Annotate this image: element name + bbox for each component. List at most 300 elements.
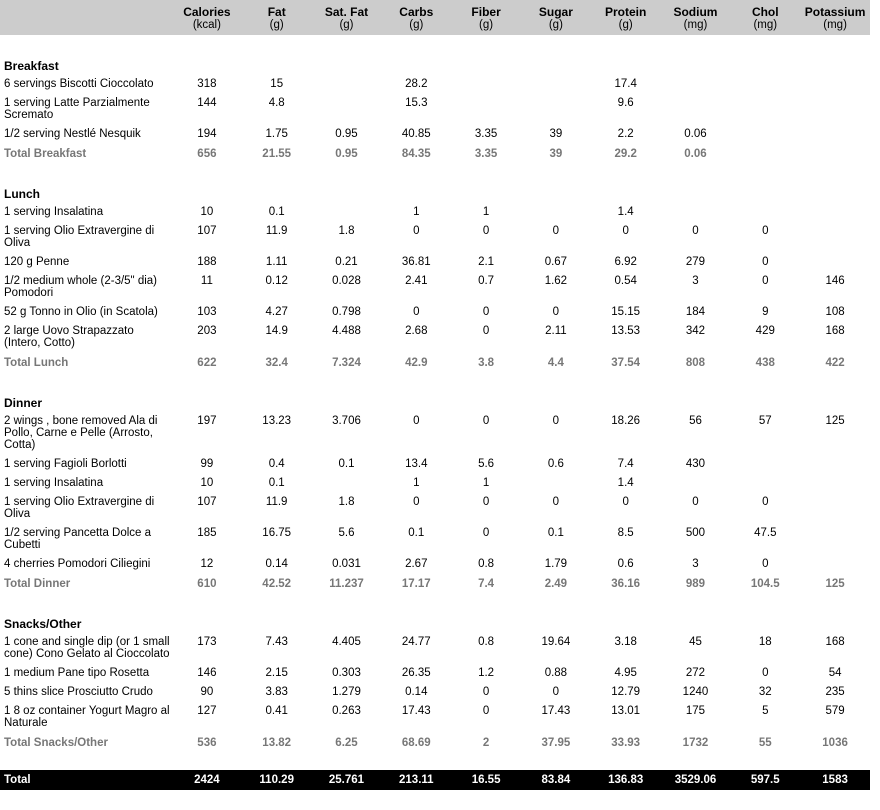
- food-name: 2 wings , bone removed Ala di Pollo, Carne e Pelle (Arrosto, Cotta): [4, 415, 158, 451]
- food-name: 1 8 oz container Yogurt Magro al Naturale: [4, 705, 170, 729]
- value-fiber: 0: [482, 527, 490, 539]
- value-fiber: 0.8: [478, 636, 495, 648]
- value-carbs: 84.35: [401, 147, 431, 160]
- spacer-cell: [0, 752, 870, 770]
- value-sat-fat: 0.798: [332, 306, 361, 318]
- value-sugar: 0.67: [544, 256, 568, 268]
- value-fiber: [451, 94, 521, 125]
- value-protein: 3.18: [614, 636, 637, 648]
- value-fat: 4.8: [268, 97, 285, 109]
- value-sodium: 272: [685, 667, 706, 679]
- value-sat-fat: 0.031: [332, 558, 361, 570]
- value-chol: [730, 203, 800, 222]
- value-sat-fat: 1.8: [338, 496, 355, 508]
- value-potassium: [800, 493, 870, 524]
- value-sugar: 83.84: [521, 770, 591, 790]
- value-fat: 16.75: [262, 527, 292, 539]
- value-chol: 5: [762, 705, 769, 717]
- value-calories: 10: [200, 477, 214, 489]
- value-fiber: 16.55: [451, 770, 521, 790]
- meal-heading-lunch: [0, 181, 870, 203]
- value-carbs: 28.2: [405, 78, 428, 90]
- column-header-sat-fat: [312, 0, 382, 35]
- value-potassium: [800, 474, 870, 493]
- value-carbs: 15.3: [405, 97, 428, 109]
- value-protein: 33.93: [611, 736, 641, 749]
- value-sat-fat: 0.95: [335, 128, 358, 140]
- value-fiber: 0: [482, 306, 490, 318]
- value-sugar: 0: [552, 496, 560, 508]
- value-protein: 0: [622, 225, 629, 237]
- value-potassium: 1036: [822, 736, 848, 749]
- value-carbs: 13.4: [405, 458, 428, 470]
- value-fiber: 2: [482, 736, 490, 749]
- value-carbs: 0: [413, 496, 420, 508]
- value-carbs: 0.1: [408, 527, 425, 539]
- value-sugar: 0.88: [544, 667, 568, 679]
- value-fiber: 0: [482, 705, 490, 717]
- value-sodium: [661, 75, 731, 94]
- value-calories: 2424: [172, 770, 242, 790]
- value-calories: 173: [197, 636, 217, 648]
- food-row: [0, 94, 870, 125]
- value-calories: 107: [197, 496, 217, 508]
- meal-total-label: Total Breakfast: [4, 147, 87, 160]
- value-fat: 32.4: [265, 356, 288, 369]
- column-unit: (g): [548, 19, 563, 31]
- section-spacer: [0, 163, 870, 181]
- value-protein: 4.95: [614, 667, 637, 679]
- food-row: [0, 702, 870, 733]
- value-carbs: 0: [413, 225, 420, 237]
- header-row: [0, 0, 870, 35]
- meal-total-label: Total Snacks/Other: [4, 736, 108, 749]
- food-name: 52 g Tonno in Olio (in Scatola): [4, 306, 158, 318]
- value-fat: 0.4: [268, 458, 285, 470]
- value-sugar: 0: [552, 686, 560, 698]
- value-chol: 104.5: [750, 577, 780, 590]
- column-header-sodium: [661, 0, 731, 35]
- value-carbs: 68.69: [401, 736, 431, 749]
- food-row: [0, 253, 870, 272]
- value-sugar: 37.95: [541, 736, 571, 749]
- grand-total-label: Total: [0, 770, 172, 790]
- value-fiber: 3.35: [474, 128, 498, 140]
- food-row: [0, 474, 870, 493]
- food-name: 1/2 serving Nestlé Nesquik: [4, 128, 141, 140]
- column-header-fiber: [451, 0, 521, 35]
- value-potassium: [800, 524, 870, 555]
- value-protein: 2.2: [617, 128, 634, 140]
- spacer-cell: [0, 163, 870, 181]
- value-potassium: 125: [825, 577, 845, 590]
- food-name: 6 servings Biscotti Cioccolato: [4, 78, 154, 90]
- table-body: [0, 35, 870, 790]
- value-sat-fat: 3.706: [332, 415, 361, 427]
- value-fiber: 5.6: [478, 458, 495, 470]
- food-name: 1 serving Fagioli Borlotti: [4, 458, 127, 470]
- column-name: Sodium: [673, 5, 718, 19]
- value-sodium: 808: [685, 356, 706, 369]
- value-sodium: 0: [692, 496, 699, 508]
- value-potassium: 579: [825, 705, 845, 717]
- value-chol: 32: [758, 686, 772, 698]
- column-header-sugar: [521, 0, 591, 35]
- value-protein: 13.53: [611, 325, 641, 337]
- value-fat: 11.9: [265, 496, 288, 508]
- value-calories: 536: [197, 736, 217, 749]
- food-row: [0, 322, 870, 353]
- food-name: 1 serving Latte Parzialmente Scremato: [4, 97, 150, 121]
- value-sugar: [521, 474, 591, 493]
- food-row: [0, 633, 870, 664]
- value-sodium: 1732: [682, 736, 709, 749]
- value-chol: 47.5: [754, 527, 777, 539]
- value-sat-fat: 0.1: [338, 458, 355, 470]
- value-fat: 2.15: [265, 667, 288, 679]
- value-chol: 0: [762, 496, 769, 508]
- value-sugar: [521, 75, 591, 94]
- value-protein: 1.4: [617, 206, 634, 218]
- value-calories: 318: [197, 78, 217, 90]
- column-name: Sat. Fat: [324, 5, 369, 19]
- value-sodium: [661, 94, 731, 125]
- value-potassium: [800, 94, 870, 125]
- value-sodium: 0.06: [684, 147, 707, 160]
- value-fat: 7.43: [265, 636, 288, 648]
- value-sodium: 430: [685, 458, 706, 470]
- meal-total-row: [0, 574, 870, 593]
- value-carbs: 1: [413, 477, 420, 489]
- value-sat-fat: 4.488: [332, 325, 361, 337]
- food-row: [0, 303, 870, 322]
- value-calories: 185: [197, 527, 217, 539]
- food-row: [0, 125, 870, 144]
- meal-title: Breakfast: [4, 59, 59, 73]
- value-carbs: 40.85: [401, 128, 431, 140]
- header-food-column: [0, 0, 172, 35]
- value-sodium: 0: [692, 225, 699, 237]
- value-fiber: 3.35: [474, 147, 498, 160]
- column-header-calories: [172, 0, 242, 35]
- spacer-cell: [0, 593, 870, 611]
- food-name: 1 serving Insalatina: [4, 477, 104, 489]
- value-chol: 55: [758, 736, 772, 749]
- value-potassium: 1583: [800, 770, 870, 790]
- value-sat-fat: 1.279: [332, 686, 361, 698]
- column-name: Fiber: [471, 5, 501, 19]
- value-sugar: 0: [552, 306, 560, 318]
- value-sat-fat: 11.237: [329, 577, 364, 590]
- value-chol: [730, 474, 800, 493]
- value-protein: 12.79: [611, 686, 641, 698]
- value-chol: 18: [758, 636, 772, 648]
- value-fat: 1.75: [265, 128, 288, 140]
- value-sodium: 989: [685, 577, 706, 590]
- value-potassium: [800, 144, 870, 163]
- value-fiber: 1: [482, 477, 490, 489]
- column-name: Potassium: [804, 5, 866, 19]
- value-carbs: 2.41: [405, 275, 428, 287]
- value-fat: 0.12: [265, 275, 288, 287]
- food-row: [0, 524, 870, 555]
- food-name: 1/2 medium whole (2-3/5" dia) Pomodori: [4, 275, 158, 299]
- value-chol: 438: [755, 356, 775, 369]
- value-calories: 144: [197, 97, 217, 109]
- value-chol: 9: [762, 306, 769, 318]
- value-sodium: 184: [685, 306, 706, 318]
- column-header-potassium: [800, 0, 870, 35]
- column-unit: (g): [409, 19, 424, 31]
- column-header-protein: [591, 0, 661, 35]
- value-fat: 0.1: [268, 477, 285, 489]
- value-fiber: 0: [482, 686, 490, 698]
- column-name: Sugar: [538, 5, 573, 19]
- value-potassium: 168: [825, 636, 845, 648]
- value-chol: 0: [762, 256, 769, 268]
- value-sodium: [661, 474, 731, 493]
- value-sugar: 0.6: [547, 458, 564, 470]
- value-potassium: [800, 455, 870, 474]
- food-name: 4 cherries Pomodori Ciliegini: [4, 558, 151, 570]
- value-carbs: 2.67: [405, 558, 428, 570]
- value-sodium: 1240: [682, 686, 709, 698]
- value-calories: 127: [197, 705, 217, 717]
- food-row: [0, 222, 870, 253]
- value-calories: 610: [197, 577, 217, 590]
- value-carbs: 42.9: [405, 356, 428, 369]
- column-unit: (mg): [823, 19, 847, 31]
- value-calories: 99: [200, 458, 214, 470]
- food-row: [0, 75, 870, 94]
- meal-title: Dinner: [4, 396, 43, 410]
- value-potassium: 146: [825, 275, 845, 287]
- value-calories: 12: [200, 558, 214, 570]
- value-chol: [730, 75, 800, 94]
- food-row: [0, 493, 870, 524]
- spacer-cell: [0, 372, 870, 390]
- value-carbs: 2.68: [405, 325, 428, 337]
- food-row: [0, 455, 870, 474]
- column-name: Calories: [183, 5, 231, 19]
- value-calories: 203: [197, 325, 217, 337]
- value-sugar: 19.64: [541, 636, 571, 648]
- value-protein: 0.6: [617, 558, 634, 570]
- value-sugar: 4.4: [547, 356, 564, 369]
- meal-title: Lunch: [4, 187, 40, 201]
- value-chol: 57: [758, 415, 772, 427]
- value-sugar: 0.1: [547, 527, 564, 539]
- value-potassium: [800, 222, 870, 253]
- value-protein: 18.26: [611, 415, 641, 427]
- value-carbs: 0.14: [405, 686, 428, 698]
- value-carbs: 0: [413, 306, 420, 318]
- value-sodium: [661, 203, 731, 222]
- value-fiber: 1: [482, 206, 490, 218]
- value-fiber: 0.8: [478, 558, 495, 570]
- value-calories: 188: [197, 256, 217, 268]
- value-calories: 622: [197, 356, 217, 369]
- value-protein: 7.4: [617, 458, 634, 470]
- column-unit: (kcal): [192, 19, 221, 31]
- food-name: 1 serving Olio Extravergine di Oliva: [4, 496, 155, 520]
- value-protein: 9.6: [617, 97, 634, 109]
- value-sugar: [521, 203, 591, 222]
- value-fat: 4.27: [265, 306, 288, 318]
- value-calories: 656: [197, 147, 217, 160]
- column-header-chol: [730, 0, 800, 35]
- section-spacer: [0, 752, 870, 770]
- value-sodium: 342: [685, 325, 706, 337]
- value-fiber: 0: [482, 415, 490, 427]
- column-name: Carbs: [399, 5, 434, 19]
- value-fat: 0.14: [265, 558, 288, 570]
- value-sat-fat: 0.21: [335, 256, 358, 268]
- value-sat-fat: [312, 94, 382, 125]
- grand-total-row: [0, 770, 870, 790]
- value-potassium: [800, 125, 870, 144]
- value-potassium: 235: [825, 686, 845, 698]
- value-carbs: 17.17: [401, 577, 431, 590]
- column-name: Fat: [267, 5, 286, 19]
- section-spacer: [0, 372, 870, 390]
- section-spacer: [0, 35, 870, 53]
- value-sodium: 3529.06: [661, 770, 731, 790]
- value-fat: 13.23: [262, 415, 292, 427]
- value-potassium: [800, 203, 870, 222]
- value-sodium: 3: [692, 558, 699, 570]
- column-unit: (mg): [683, 19, 708, 31]
- value-fiber: 0: [482, 325, 490, 337]
- food-name: 1 serving Insalatina: [4, 206, 104, 218]
- value-sugar: [521, 94, 591, 125]
- value-potassium: 125: [825, 415, 845, 427]
- value-fat: 15: [270, 78, 284, 90]
- food-name: 5 thins slice Prosciutto Crudo: [4, 686, 153, 698]
- value-protein: 13.01: [611, 705, 641, 717]
- value-fiber: 2.1: [478, 256, 495, 268]
- column-name: Chol: [751, 5, 779, 19]
- value-sat-fat: 25.761: [312, 770, 382, 790]
- value-fat: 0.1: [268, 206, 285, 218]
- value-calories: 90: [200, 686, 214, 698]
- meal-total-row: [0, 144, 870, 163]
- column-unit: (g): [339, 19, 354, 31]
- meal-heading-snacks-other: [0, 611, 870, 633]
- meal-heading-breakfast: [0, 53, 870, 75]
- value-sat-fat: 0.95: [335, 147, 358, 160]
- value-calories: 194: [197, 128, 217, 140]
- food-name: 1 serving Olio Extravergine di Oliva: [4, 225, 155, 249]
- column-header-fat: [242, 0, 312, 35]
- spacer-cell: [0, 35, 870, 53]
- value-sodium: 175: [685, 705, 706, 717]
- value-sodium: 500: [685, 527, 706, 539]
- value-protein: 37.54: [611, 356, 641, 369]
- value-chol: [730, 455, 800, 474]
- value-sat-fat: 5.6: [338, 527, 355, 539]
- value-chol: 0: [762, 667, 769, 679]
- meal-title: Snacks/Other: [4, 617, 82, 631]
- value-protein: 36.16: [611, 577, 641, 590]
- food-name: 1 medium Pane tipo Rosetta: [4, 667, 150, 679]
- food-name: 1 cone and single dip (or 1 small cone) Cono Gelato al Cioccolato: [4, 636, 170, 660]
- value-potassium: 168: [825, 325, 845, 337]
- value-calories: 10: [200, 206, 214, 218]
- value-sodium: 3: [692, 275, 699, 287]
- value-chol: 597.5: [730, 770, 800, 790]
- value-protein: 17.4: [614, 78, 637, 90]
- value-calories: 107: [197, 225, 217, 237]
- value-potassium: 108: [825, 306, 845, 318]
- value-carbs: 26.35: [401, 667, 431, 679]
- value-sugar: 39: [549, 128, 563, 140]
- section-spacer: [0, 593, 870, 611]
- value-fiber: 7.4: [478, 577, 495, 590]
- value-chol: 0: [762, 225, 769, 237]
- meal-total-label: Total Dinner: [4, 577, 71, 590]
- value-potassium: 422: [825, 356, 845, 369]
- meal-total-row: [0, 353, 870, 372]
- value-sodium: 279: [685, 256, 706, 268]
- value-fiber: 0: [482, 225, 490, 237]
- value-sat-fat: 4.405: [332, 636, 361, 648]
- value-sat-fat: [312, 203, 382, 222]
- value-sat-fat: 0.028: [332, 275, 361, 287]
- food-row: [0, 203, 870, 222]
- value-sugar: 0: [552, 225, 560, 237]
- value-potassium: [800, 75, 870, 94]
- value-protein: 29.2: [614, 147, 637, 160]
- value-protein: 1.4: [617, 477, 634, 489]
- value-chol: 0: [762, 275, 769, 287]
- value-protein: 6.92: [614, 256, 637, 268]
- meal-heading-dinner: [0, 390, 870, 412]
- value-fiber: 3.8: [478, 356, 495, 369]
- value-sat-fat: 0.303: [332, 667, 361, 679]
- value-fat: 110.29: [242, 770, 312, 790]
- value-carbs: 213.11: [381, 770, 451, 790]
- value-chol: 0: [762, 558, 769, 570]
- value-sat-fat: 6.25: [335, 736, 358, 749]
- value-protein: 136.83: [591, 770, 661, 790]
- value-fiber: 0.7: [478, 275, 495, 287]
- value-potassium: 54: [828, 667, 842, 679]
- food-name: 120 g Penne: [4, 256, 70, 268]
- value-sat-fat: [312, 75, 382, 94]
- value-calories: 197: [197, 415, 217, 427]
- value-chol: [730, 144, 800, 163]
- value-sugar: 1.79: [544, 558, 568, 570]
- value-protein: 0: [622, 496, 629, 508]
- value-carbs: 24.77: [401, 636, 431, 648]
- value-fat: 11.9: [265, 225, 288, 237]
- food-row: [0, 412, 870, 455]
- food-row: [0, 272, 870, 303]
- value-sodium: 45: [689, 636, 702, 648]
- value-sat-fat: [312, 474, 382, 493]
- meal-total-row: [0, 733, 870, 752]
- column-name: Protein: [605, 5, 647, 19]
- food-row: [0, 555, 870, 574]
- value-carbs: 17.43: [401, 705, 431, 717]
- value-fat: 13.82: [262, 736, 292, 749]
- value-fat: 0.41: [265, 705, 288, 717]
- value-sat-fat: 0.263: [332, 705, 361, 717]
- value-carbs: 0: [413, 415, 420, 427]
- food-row: [0, 664, 870, 683]
- value-fiber: 0: [482, 496, 490, 508]
